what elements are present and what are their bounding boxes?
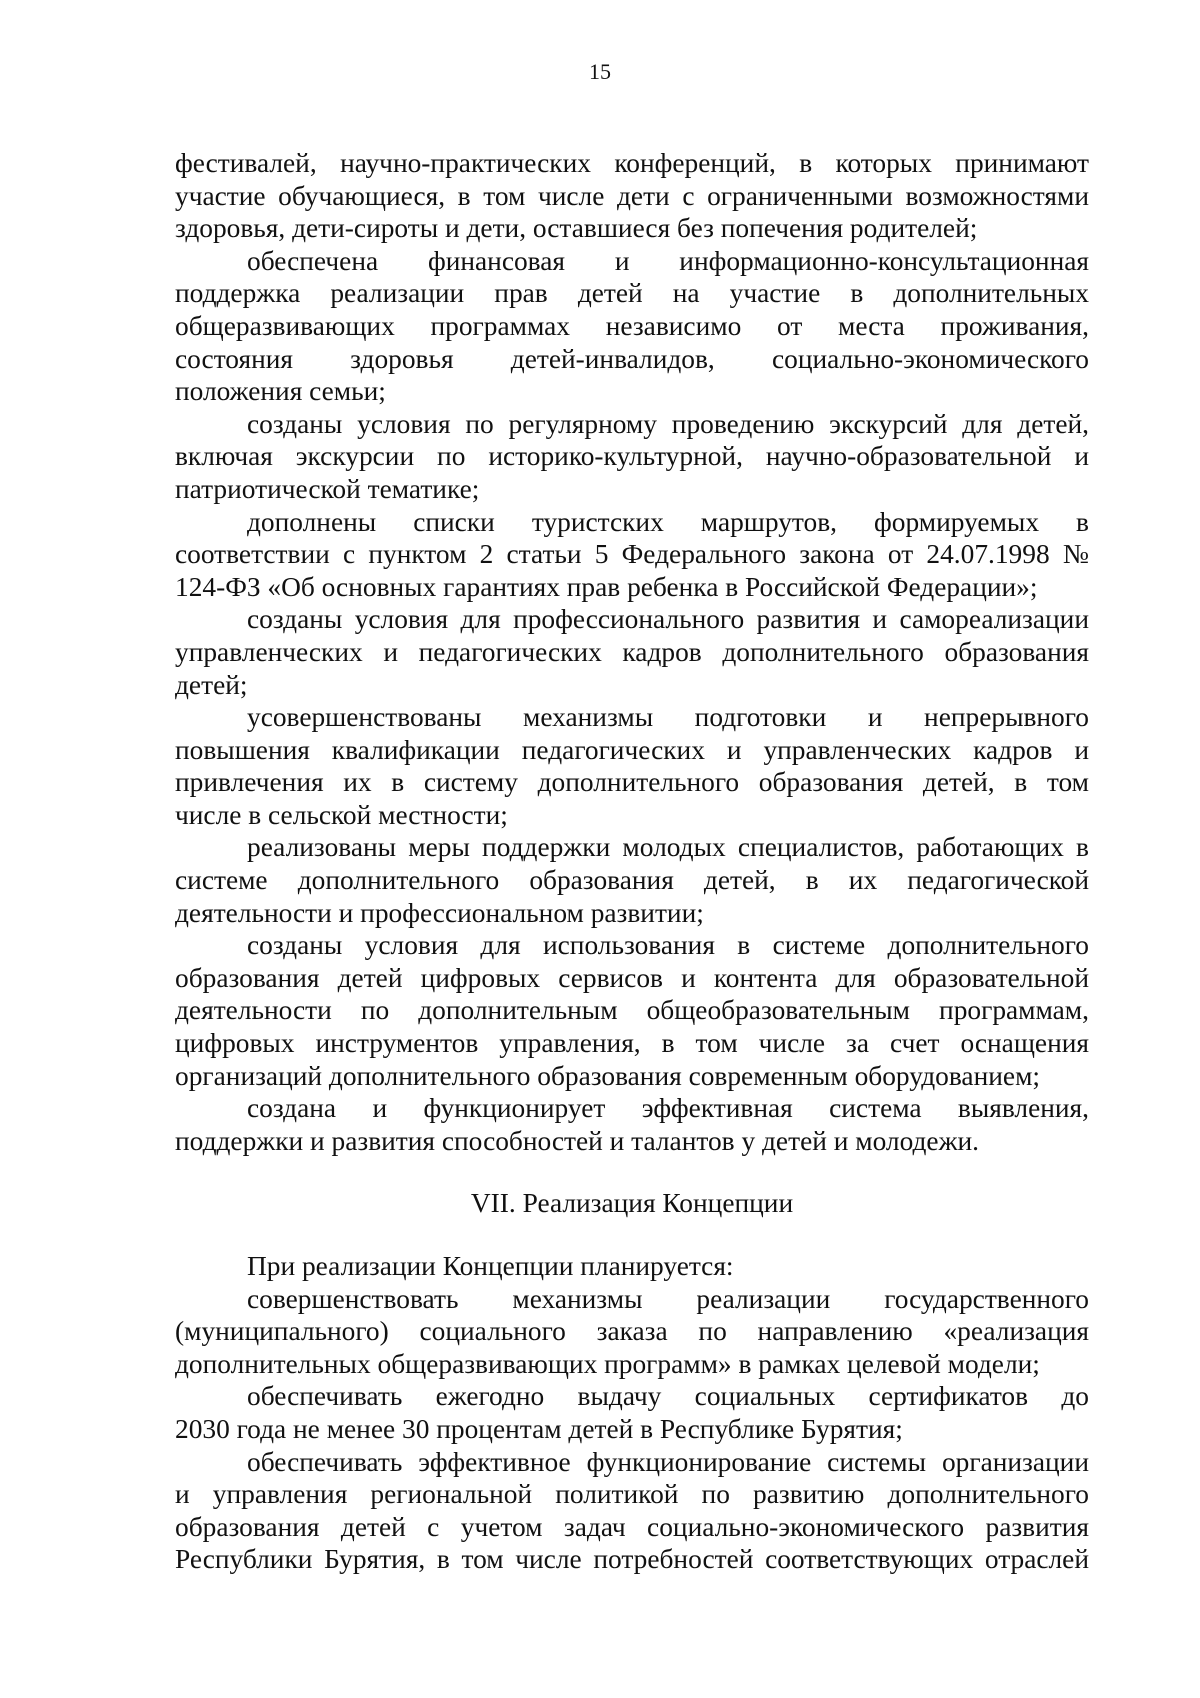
spacer bbox=[175, 1220, 1089, 1250]
text-line: поддержки и развития способностей и талантов у детей и молодежи. bbox=[175, 1125, 979, 1156]
text-line: образования детей цифровых сервисов и контента для образовательной bbox=[175, 962, 1089, 993]
text-line: 124-ФЗ «Об основных гарантиях прав ребенка в Российской Федерации»; bbox=[175, 571, 1038, 602]
text-line: общеразвивающих программах независимо от места проживания, bbox=[175, 310, 1089, 341]
text-line: созданы условия для профессионального развития и самореализации bbox=[247, 604, 1089, 635]
text-line: состояния здоровья детей-инвалидов, социально-экономического bbox=[175, 343, 1089, 374]
text-line: патриотической тематике; bbox=[175, 473, 480, 504]
text-line: числе в сельской местности; bbox=[175, 799, 508, 830]
text-line: привлечения их в систему дополнительного образования детей, в том bbox=[175, 767, 1089, 798]
text-line: реализованы меры поддержки молодых специалистов, работающих в bbox=[247, 832, 1089, 863]
text-line: повышения квалификации педагогических и управленческих кадров и bbox=[175, 734, 1089, 765]
text-line: включая экскурсии по историко-культурной, научно-образовательной и bbox=[175, 441, 1089, 472]
text-line: При реализации Концепции планируется: bbox=[247, 1251, 734, 1281]
text-line: организаций дополнительного образования современным оборудованием; bbox=[175, 1060, 1041, 1091]
spacer bbox=[175, 1157, 1089, 1187]
text-line: соответствии с пунктом 2 статьи 5 Федерального закона от 24.07.1998 № bbox=[175, 539, 1089, 570]
text-line: участие обучающиеся, в том числе дети с ограниченными возможностями bbox=[175, 180, 1089, 211]
text-line: и управления региональной политикой по развитию дополнительного bbox=[175, 1479, 1089, 1510]
document-body bbox=[175, 147, 1089, 1576]
text-line: деятельности по дополнительным общеобразовательным программам, bbox=[175, 995, 1089, 1026]
text-line: системе дополнительного образования детей, в их педагогической bbox=[175, 865, 1089, 896]
text-line: обеспечена финансовая и информационно-консультационная bbox=[247, 245, 1089, 276]
text-line: дополнены списки туристских маршрутов, формируемых в bbox=[247, 506, 1089, 537]
text-line: обеспечивать эффективное функционирование системы организации bbox=[247, 1446, 1089, 1477]
page-number: 15 bbox=[589, 59, 611, 84]
text-line: здоровья, дети-сироты и дети, оставшиеся без попечения родителей; bbox=[175, 213, 978, 244]
text-line: детей; bbox=[175, 669, 248, 700]
text-line: созданы условия для использования в системе дополнительного bbox=[247, 930, 1089, 961]
text-line: поддержка реализации прав детей на участие в дополнительных bbox=[175, 278, 1089, 309]
text-line: цифровых инструментов управления, в том числе за счет оснащения bbox=[175, 1028, 1089, 1059]
text-line: (муниципального) социального заказа по направлению «реализация bbox=[175, 1316, 1089, 1347]
text-line: обеспечивать ежегодно выдачу социальных сертификатов до bbox=[247, 1381, 1089, 1412]
text-line: 2030 года не менее 30 процентам детей в Республике Бурятия; bbox=[175, 1413, 903, 1444]
text-line: деятельности и профессиональном развитии; bbox=[175, 897, 704, 928]
text-line: управленческих и педагогических кадров дополнительного образования bbox=[175, 636, 1089, 667]
text-line: Республики Бурятия, в том числе потребностей соответствующих отраслей bbox=[175, 1544, 1089, 1575]
text-line: усовершенствованы механизмы подготовки и непрерывного bbox=[247, 702, 1089, 733]
text-line: образования детей с учетом задач социально-экономического развития bbox=[175, 1511, 1089, 1542]
text-line: совершенствовать механизмы реализации государственного bbox=[247, 1283, 1089, 1314]
text-line: положения семьи; bbox=[175, 376, 386, 407]
text-line: создана и функционирует эффективная система выявления, bbox=[247, 1093, 1089, 1124]
section-heading: VII. Реализация Концепции bbox=[470, 1188, 794, 1219]
text-line: созданы условия по регулярному проведению экскурсий для детей, bbox=[247, 408, 1089, 439]
text-line: дополнительных общеразвивающих программ» в рамках целевой модели; bbox=[175, 1348, 1040, 1379]
text-line: фестивалей, научно-практических конференций, в которых принимают bbox=[175, 148, 1089, 178]
